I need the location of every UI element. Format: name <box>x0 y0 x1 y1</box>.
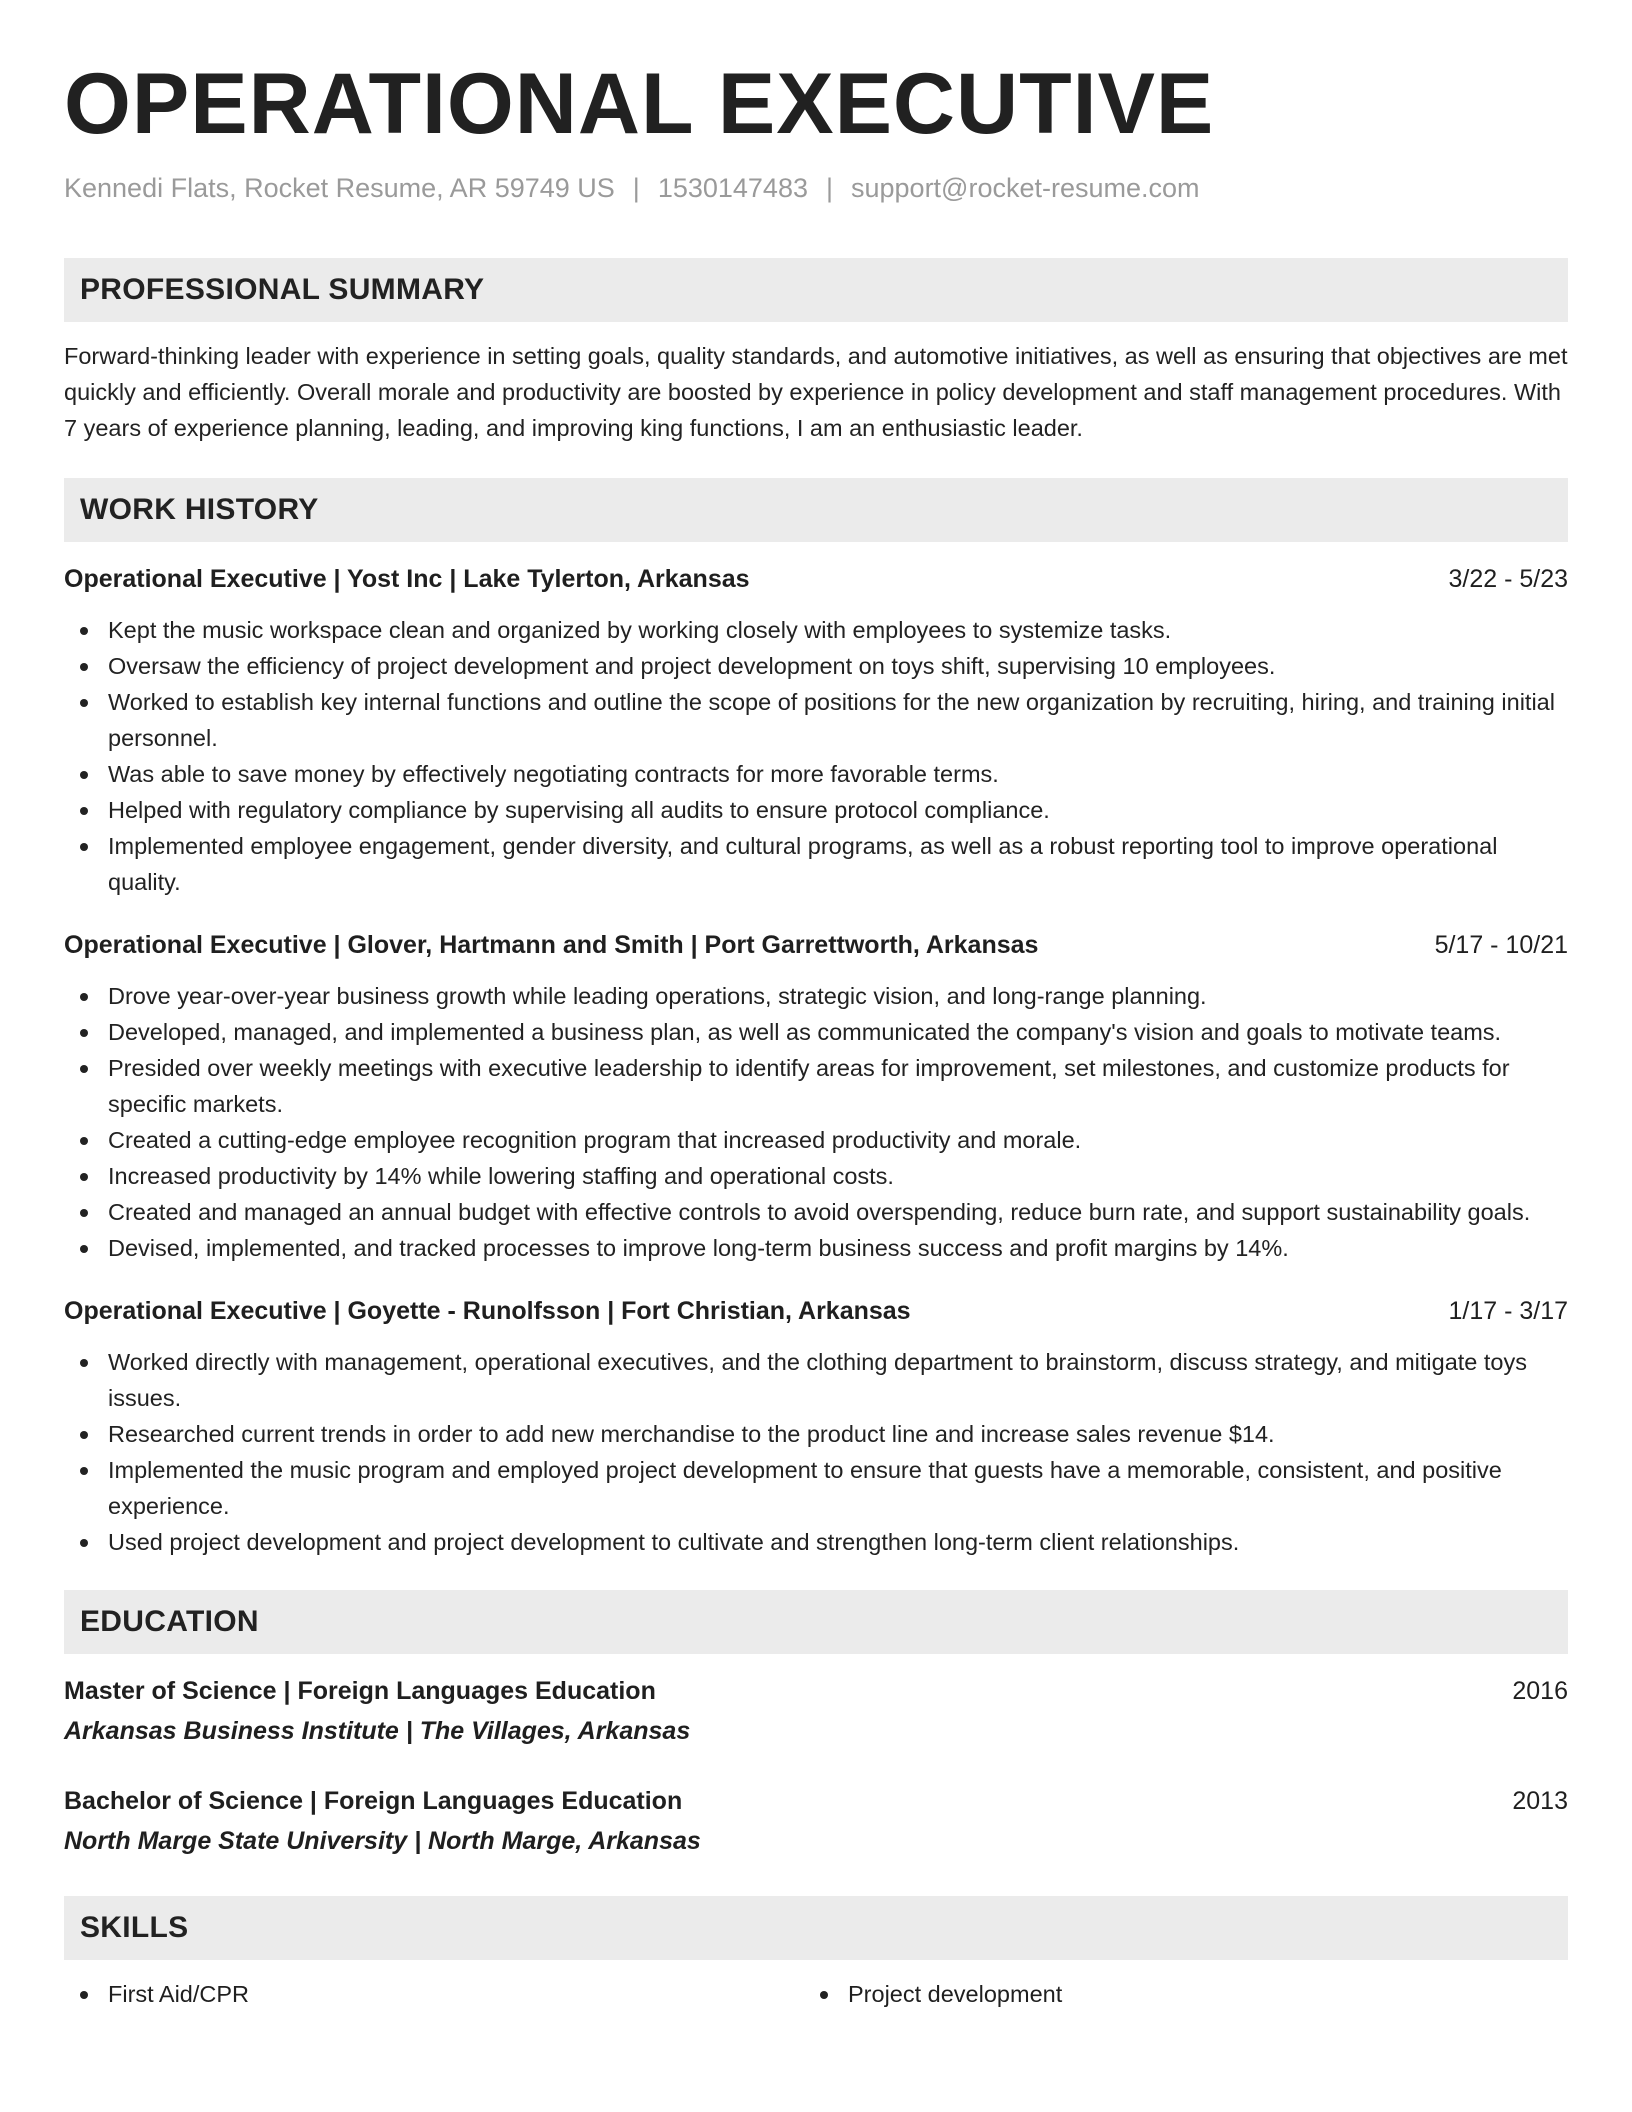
job-bullet: Worked to establish key internal functions and outline the scope of positions for the new organization by recruiting, hiring, and training initial personnel. <box>64 684 1568 756</box>
skills-column-left <box>64 1976 816 2012</box>
job-bullet: Used project development and project development to cultivate and strengthen long-term client relationships. <box>64 1524 1568 1560</box>
summary-heading: PROFESSIONAL SUMMARY <box>64 258 1568 322</box>
degree-title: Master of Science | Foreign Languages Education <box>64 1677 656 1705</box>
skill-item: Project development <box>816 1976 1568 2012</box>
contact-line <box>64 168 1568 208</box>
job-title: Operational Executive | Glover, Hartmann and Smith | Port Garrettworth, Arkansas <box>64 931 1039 959</box>
skills-heading: SKILLS <box>64 1896 1568 1960</box>
job-title: Operational Executive | Goyette - Runolfsson | Fort Christian, Arkansas <box>64 1297 911 1325</box>
job-bullet: Worked directly with management, operational executives, and the clothing department to brainstorm, discuss strategy, and mitigate toys issues. <box>64 1344 1568 1416</box>
job-bullets <box>64 978 1568 1266</box>
job-bullet: Implemented the music program and employed project development to ensure that guests have a memorable, consistent, and positive experience. <box>64 1452 1568 1524</box>
school-name: Arkansas Business Institute | The Villages, Arkansas <box>64 1717 691 1745</box>
skill-item: First Aid/CPR <box>64 1976 816 2012</box>
job-title: Operational Executive | Yost Inc | Lake Tylerton, Arkansas <box>64 565 750 593</box>
contact-email[interactable]: support@rocket-resume.com <box>851 173 1200 203</box>
work-history-heading: WORK HISTORY <box>64 478 1568 542</box>
school-name: North Marge State University | North Marge, Arkansas <box>64 1827 701 1855</box>
graduation-year: 2013 <box>1512 1787 1568 1815</box>
job-entry <box>64 562 1568 900</box>
job-bullets <box>64 612 1568 900</box>
job-bullet: Presided over weekly meetings with executive leadership to identify areas for improvement, set milestones, and customize products for specific markets. <box>64 1050 1568 1122</box>
education-entry <box>64 1782 1568 1862</box>
contact-phone[interactable]: 1530147483 <box>657 173 808 203</box>
job-bullet: Helped with regulatory compliance by supervising all audits to ensure protocol compliance. <box>64 792 1568 828</box>
education-entry <box>64 1672 1568 1752</box>
job-header <box>64 928 1568 962</box>
job-bullet: Researched current trends in order to add new merchandise to the product line and increase sales revenue $14. <box>64 1416 1568 1452</box>
degree-title: Bachelor of Science | Foreign Languages Education <box>64 1787 683 1815</box>
job-bullet: Oversaw the efficiency of project development and project development on toys shift, supervising 10 employees. <box>64 648 1568 684</box>
job-entry <box>64 928 1568 1266</box>
skills-list <box>64 1976 1568 2012</box>
summary-text: Forward-thinking leader with experience in setting goals, quality standards, and automotive initiatives, as well as ensuring that objectives are met quickly and efficiently. Overall morale and productivity are boosted by experience in policy development and staff management procedures. With 7 years of experience planning, leading, and improving king functions, I am an enthusiastic leader. <box>64 343 1568 441</box>
job-header <box>64 1294 1568 1328</box>
education-header <box>64 1782 1568 1820</box>
job-bullet: Increased productivity by 14% while lowering staffing and operational costs. <box>64 1158 1568 1194</box>
graduation-year: 2016 <box>1512 1677 1568 1705</box>
job-bullet: Created and managed an annual budget with effective controls to avoid overspending, reduce burn rate, and support sustainability goals. <box>64 1194 1568 1230</box>
education-header <box>64 1672 1568 1710</box>
skills-column-right <box>816 1976 1568 2012</box>
contact-separator: | <box>825 173 833 203</box>
job-bullet: Created a cutting-edge employee recognition program that increased productivity and morale. <box>64 1122 1568 1158</box>
job-header <box>64 562 1568 596</box>
job-bullet: Was able to save money by effectively negotiating contracts for more favorable terms. <box>64 756 1568 792</box>
job-bullet: Kept the music workspace clean and organized by working closely with employees to systemize tasks. <box>64 612 1568 648</box>
job-bullet: Implemented employee engagement, gender diversity, and cultural programs, as well as a robust reporting tool to improve operational quality. <box>64 828 1568 900</box>
job-dates: 1/17 - 3/17 <box>1448 1297 1568 1325</box>
education-heading: EDUCATION <box>64 1590 1568 1654</box>
candidate-name: OPERATIONAL EXECUTIVE <box>64 56 1215 152</box>
contact-address: Kennedi Flats, Rocket Resume, AR 59749 US <box>64 173 615 203</box>
job-bullet: Drove year-over-year business growth while leading operations, strategic vision, and long-range planning. <box>64 978 1568 1014</box>
job-dates: 3/22 - 5/23 <box>1448 565 1568 593</box>
job-dates: 5/17 - 10/21 <box>1434 931 1568 959</box>
contact-separator: | <box>632 173 640 203</box>
job-bullets <box>64 1344 1568 1560</box>
job-bullet: Developed, managed, and implemented a business plan, as well as communicated the company's vision and goals to motivate teams. <box>64 1014 1568 1050</box>
job-bullet: Devised, implemented, and tracked processes to improve long-term business success and profit margins by 14%. <box>64 1230 1568 1266</box>
job-entry <box>64 1294 1568 1560</box>
